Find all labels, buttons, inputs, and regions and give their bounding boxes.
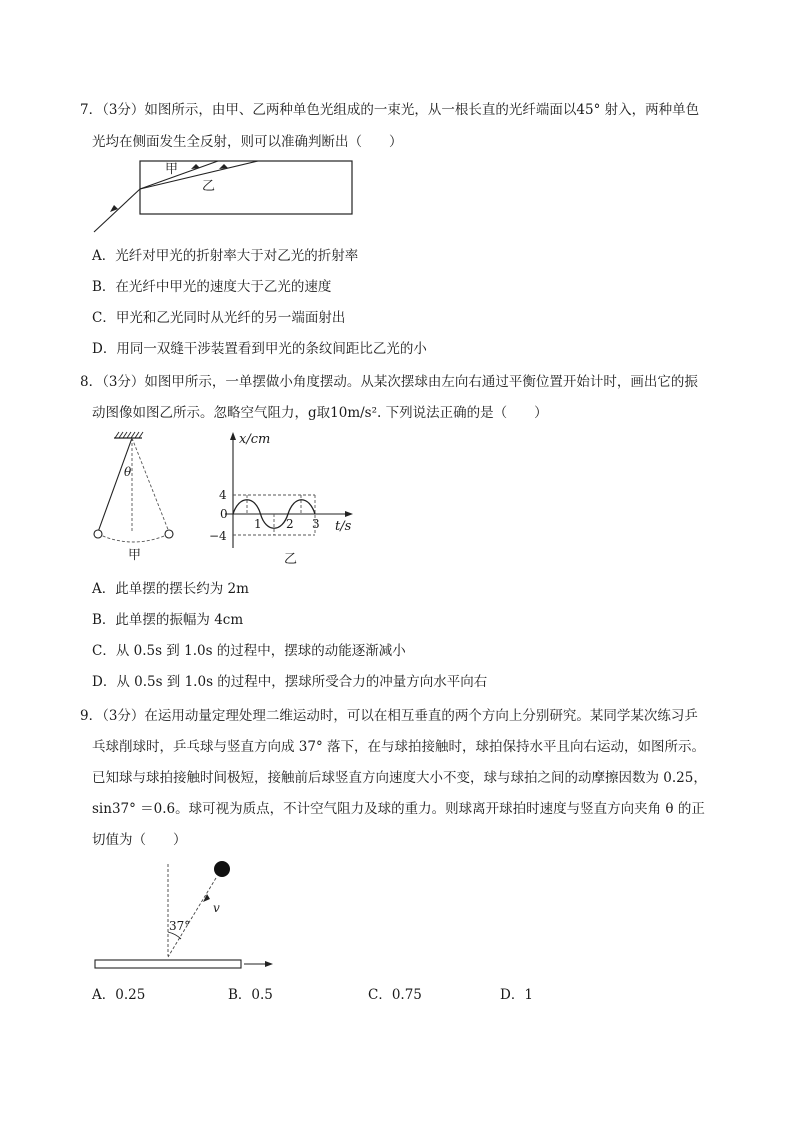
- pendulum-string: [98, 438, 132, 532]
- q8-vibration-graph: [205, 428, 365, 570]
- paddle: [95, 960, 241, 968]
- q9-stem-line-4: sin37° ＝0.6。球可视为质点，不计空气阻力及球的重力。则球离开球拍时速度与竖直方向夹角 θ 的正: [92, 801, 705, 817]
- pendulum-bob-right: [165, 530, 173, 538]
- x-tick-3: 3: [312, 517, 320, 531]
- fig-jia-caption: 甲: [128, 548, 142, 563]
- ball-path: [168, 878, 216, 957]
- incident-ray: [94, 189, 140, 232]
- q7-option-d: D．用同一双缝干涉装置看到甲光的条纹间距比乙光的小: [92, 341, 427, 357]
- q9-option-b: B．0.5: [228, 987, 273, 1003]
- y-tick-4: 4: [219, 488, 227, 502]
- q9-option-d: D．1: [500, 987, 533, 1003]
- swing-arc: [98, 534, 169, 542]
- y-tick-neg4: −4: [209, 529, 227, 543]
- q8-option-a: A．此单摆的摆长约为 2m: [92, 581, 249, 597]
- right-dashed-string: [132, 438, 169, 532]
- pendulum-bob-left: [94, 530, 102, 538]
- q8-stem-line-1: 8．（3分）如图甲所示，一单摆做小角度摆动。从某次摆球由左向右通过平衡位置开始计时，画出它的振: [80, 374, 698, 390]
- q9-stem-line-3: 已知球与球拍接触时间极短，接触前后球竖直方向速度大小不变，球与球拍之间的动摩擦因数为 0.25，: [92, 770, 707, 786]
- q8-option-c: C．从 0.5s 到 1.0s 的过程中，摆球的动能逐渐减小: [92, 643, 406, 659]
- q9-stem-line-2: 乓球削球时，乒乓球与竖直方向成 37° 落下，在与球拍接触时，球拍保持水平且向右运动，如图所示。: [92, 739, 706, 755]
- q7-option-a: A．光纤对甲光的折射率大于对乙光的折射率: [92, 248, 359, 264]
- q7-optical-fiber-figure: [88, 156, 358, 238]
- y-tick-0: 0: [220, 507, 228, 521]
- x-tick-2: 2: [286, 517, 294, 531]
- y-axis-label: x/cm: [239, 432, 271, 447]
- ceiling-hatching: [115, 432, 143, 438]
- angle-label: 37°: [169, 919, 191, 933]
- velocity-arrow-head: [203, 894, 210, 902]
- q8-option-d: D．从 0.5s 到 1.0s 的过程中，摆球所受合力的冲量方向水平向右: [92, 674, 488, 690]
- q8-pendulum-figure: [90, 432, 190, 567]
- q9-option-c: C．0.75: [368, 987, 422, 1003]
- q9-stem-line-1: 9．（3分）在运用动量定理处理二维运动时，可以在相互垂直的两个方向上分别研究。某同学某次练习乒: [80, 708, 698, 724]
- q7-stem-line-1: 7．（3分）如图所示，由甲、乙两种单色光组成的一束光，从一根长直的光纤端面以45° 射入，两种单色: [80, 102, 700, 118]
- label-jia: 甲: [165, 162, 179, 177]
- q7-stem-line-2: 光均在侧面发生全反射，则可以准确判断出（ ）: [92, 134, 403, 150]
- q9-ping-pong-figure: [92, 856, 282, 976]
- y-axis-arrow: [230, 432, 236, 440]
- q7-option-b: B．在光纤中甲光的速度大于乙光的速度: [92, 279, 332, 295]
- q8-option-b: B．此单摆的振幅为 4cm: [92, 612, 244, 628]
- q8-stem-line-2: 动图像如图乙所示。忽略空气阻力，g取10m/s². 下列说法正确的是（ ）: [92, 405, 548, 421]
- x-tick-1: 1: [254, 517, 262, 531]
- ping-pong-ball: [214, 861, 230, 877]
- q9-stem-line-5: 切值为（ ）: [92, 832, 187, 848]
- label-yi: 乙: [202, 179, 216, 194]
- velocity-label: v: [213, 901, 220, 915]
- x-axis-label: t/s: [335, 519, 352, 534]
- q7-option-c: C．甲光和乙光同时从光纤的另一端面射出: [92, 310, 346, 326]
- theta-label: θ: [124, 465, 132, 479]
- q9-option-a: A．0.25: [92, 987, 146, 1003]
- ray-yi: [140, 161, 258, 189]
- x-axis-arrow: [345, 511, 353, 517]
- paddle-motion-arrow-head: [265, 961, 273, 967]
- fig-yi-caption: 乙: [284, 552, 298, 567]
